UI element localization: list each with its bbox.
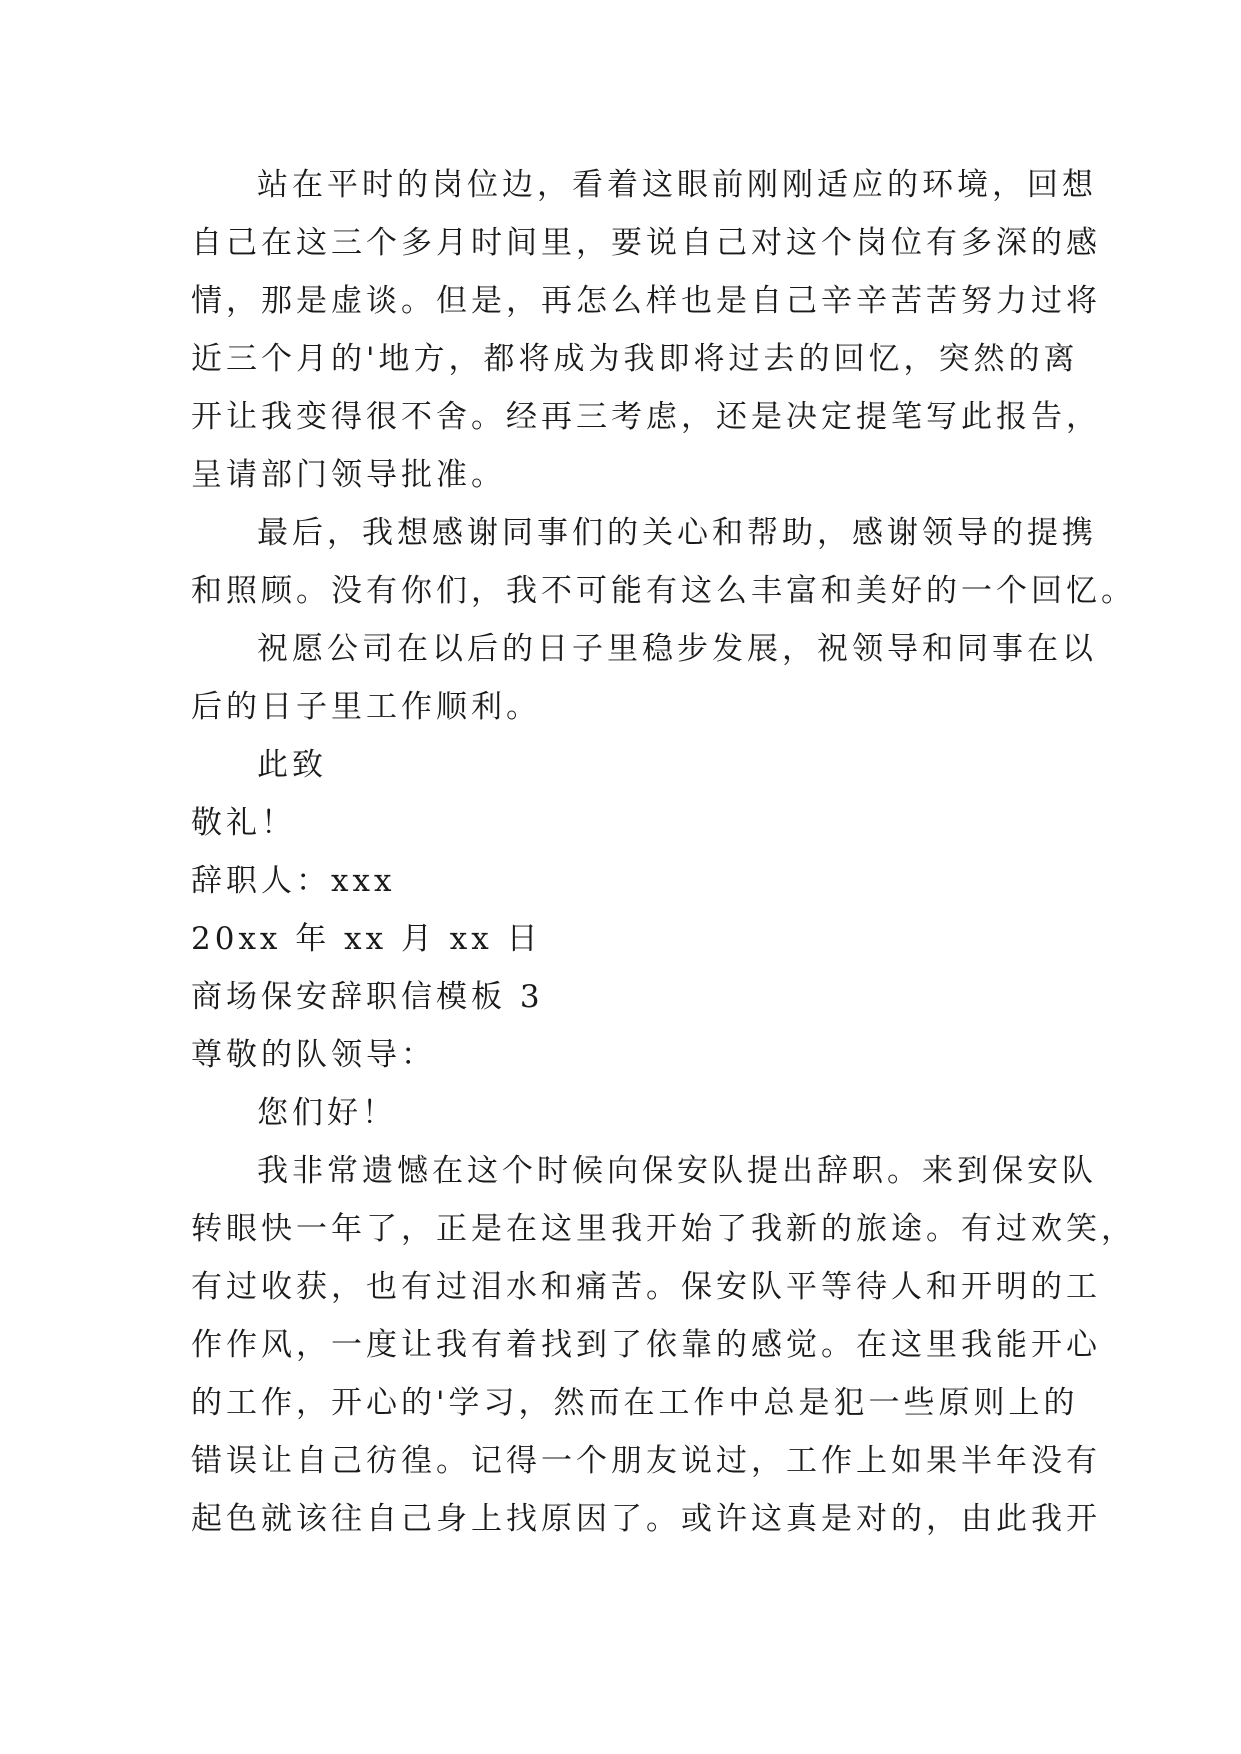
greeting-line: 您们好！ (257, 1095, 397, 1131)
closing-line: 敬礼！ (191, 805, 296, 841)
text-line: 开让我变得很不舍。经再三考虑，还是决定提笔写此报告， (191, 399, 1101, 435)
date-line: 20xx 年 xx 月 xx 日 (191, 921, 542, 957)
text-line: 我非常遗憾在这个时候向保安队提出辞职。来到保安队 (257, 1153, 1097, 1189)
text-line: 和照顾。没有你们，我不可能有这么丰富和美好的一个回忆。 (191, 573, 1136, 609)
text-line: 近三个月的'地方，都将成为我即将过去的回忆，突然的离 (191, 341, 1079, 377)
text-line: 转眼快一年了，正是在这里我开始了我新的旅途。有过欢笑， (191, 1211, 1136, 1247)
text-line: 作作风，一度让我有着找到了依靠的感觉。在这里我能开心 (191, 1327, 1101, 1363)
text-line: 呈请部门领导批准。 (191, 457, 506, 493)
text-line: 站在平时的岗位边，看着这眼前刚刚适应的环境，回想 (257, 167, 1097, 203)
text-line: 后的日子里工作顺利。 (191, 689, 541, 725)
signature-line: 辞职人：xxx (191, 863, 396, 899)
closing-line: 此致 (257, 747, 327, 783)
text-line: 的工作，开心的'学习，然而在工作中总是犯一些原则上的 (191, 1385, 1079, 1421)
text-line: 最后，我想感谢同事们的关心和帮助，感谢领导的提携 (257, 515, 1097, 551)
text-line: 自己在这三个多月时间里，要说自己对这个岗位有多深的感 (191, 225, 1101, 261)
text-line: 错误让自己彷徨。记得一个朋友说过，工作上如果半年没有 (191, 1443, 1101, 1479)
salutation-line: 尊敬的队领导： (191, 1037, 436, 1073)
text-line: 情，那是虚谈。但是，再怎么样也是自己辛辛苦苦努力过将 (191, 283, 1101, 319)
text-line: 有过收获，也有过泪水和痛苦。保安队平等待人和开明的工 (191, 1269, 1101, 1305)
text-line: 祝愿公司在以后的日子里稳步发展，祝领导和同事在以 (257, 631, 1097, 667)
section-title: 商场保安辞职信模板 3 (191, 979, 544, 1015)
text-line: 起色就该往自己身上找原因了。或许这真是对的，由此我开 (191, 1501, 1101, 1537)
